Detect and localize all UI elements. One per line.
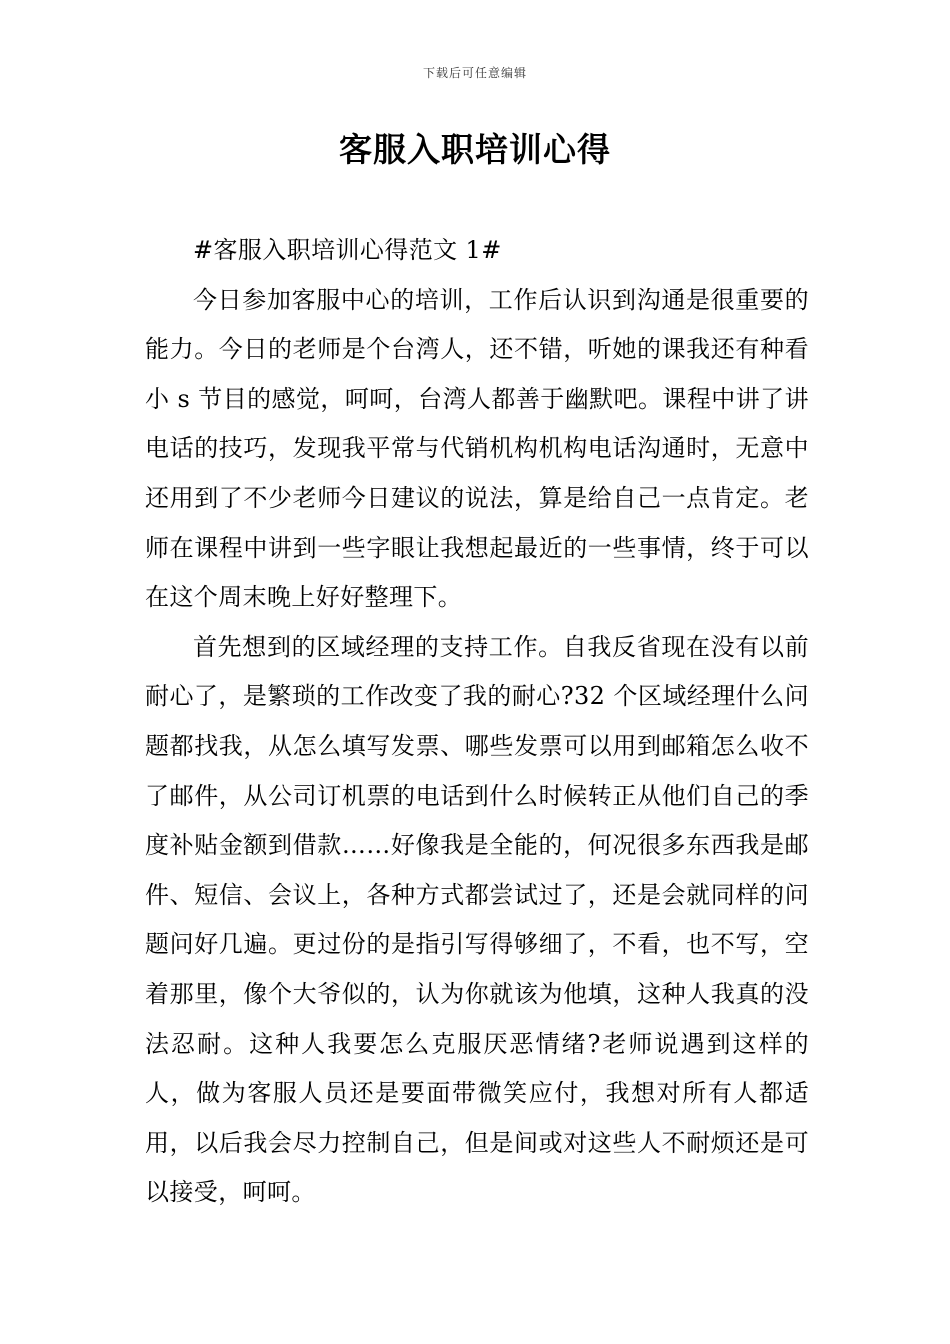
document-title: 客服入职培训心得 [339,130,611,169]
section-heading: #客服入职培训心得范文 1# [193,236,502,264]
document-body [145,226,809,1218]
paragraph-2: 首先想到的区域经理的支持工作。自我反省现在没有以前耐心了，是繁琐的工作改变了我的耐心?32 个区域经理什么问题都找我，从怎么填写发票、哪些发票可以用到邮箱怎么收不了邮件，从公司订机票的电话到什么时候转正从他们自己的季度补贴金额到借款……好像我是全能的，何况很多东西我是邮件、短信、会议上，各种方式都尝试过了，还是会就同样的问题问好几遍。更过份的是指引写得够细了，不看，也不写，空着那里，像个大爷似的，认为你就该为他填，这种人我真的没法忍耐。这种人我要怎么克服厌恶情绪?老师说遇到这样的人，做为客服人员还是要面带微笑应付，我想对所有人都适用，以后我会尽力控制自己，但是间或对这些人不耐烦还是可以接受，呵呵。 [145,632,809,1207]
paragraph-1: 今日参加客服中心的培训，工作后认识到沟通是很重要的能力。今日的老师是个台湾人，还不错，听她的课我还有种看小 s 节目的感觉，呵呵，台湾人都善于幽默吧。课程中讲了讲电话的技巧，发现我平常与代销机构机构电话沟通时，无意中还用到了不少老师今日建议的说法，算是给自己一点肯定。老师在课程中讲到一些字眼让我想起最近的一些事情，终于可以在这个周末晚上好好整理下。 [145,285,809,612]
page-header-note: 下载后可任意编辑 [422,66,527,80]
